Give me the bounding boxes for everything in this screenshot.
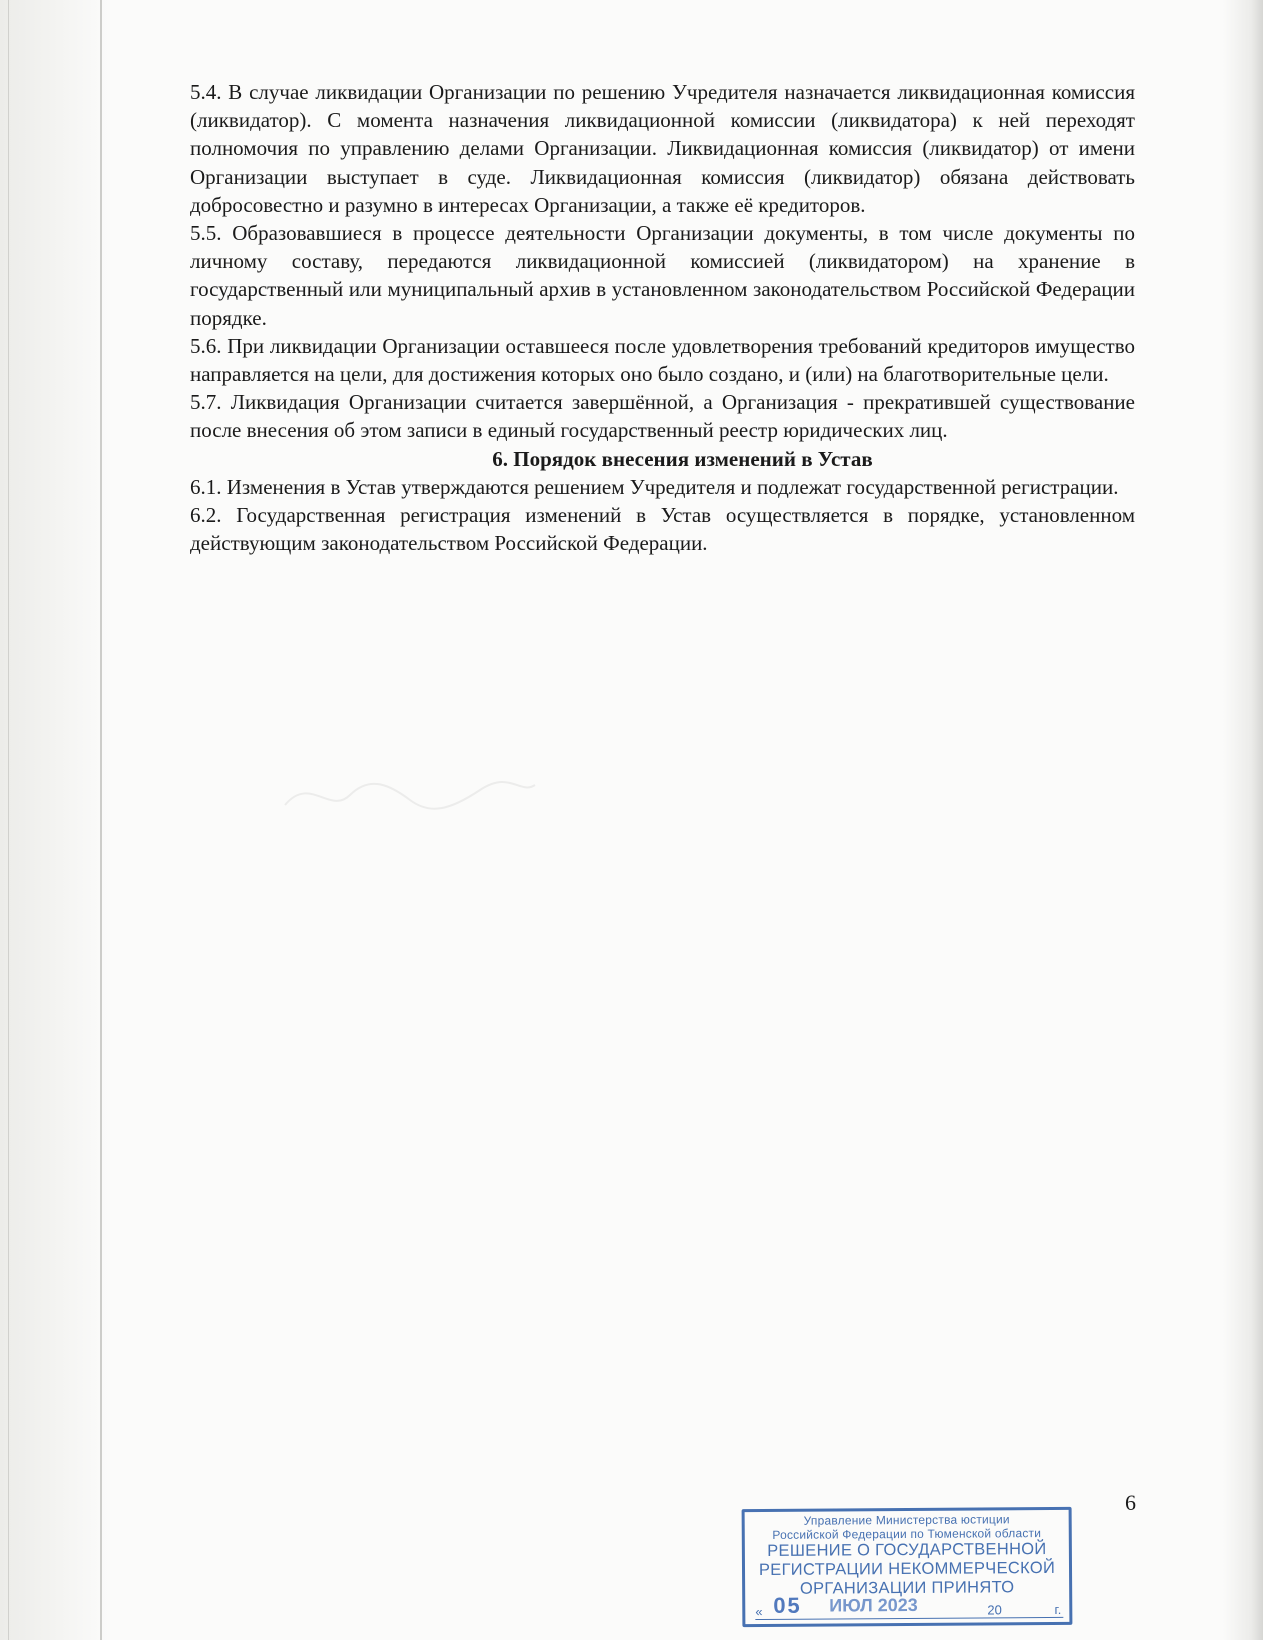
stamp-year-suffix: г. xyxy=(1054,1601,1062,1617)
faint-handwriting-bleedthrough xyxy=(280,765,540,825)
paragraph-5-5: 5.5. Образовавшиеся в процессе деятельности Организации документы, в том числе документы по личному составу, передаются ликвидационной комиссией (ликвидатором) на хранение в государственный или муниципальный архив в установленном законодательством Российской Федерации порядке. xyxy=(190,221,1135,330)
stamp-line-region: Российской Федерации по Тюменской области xyxy=(772,1526,1042,1542)
paragraph-5-7: 5.7. Ликвидация Организации считается завершённой, а Организация - прекратившей существование после внесения об этом записи в единый государственный реестр юридических лиц. xyxy=(190,390,1135,443)
paragraph-6-1: 6.1. Изменения в Устав утверждаются решением Учредителя и подлежат государственной регистрации. xyxy=(190,474,1119,499)
registration-stamp xyxy=(742,1507,1073,1627)
binding-edge-line xyxy=(8,0,9,1640)
stamp-date-line: « 05 ИЮЛ 2023 20 г. xyxy=(755,1603,1063,1620)
stamp-line-authority: Управление Министерства юстиции xyxy=(803,1512,1010,1528)
page-number: 6 xyxy=(1125,1490,1136,1515)
stamp-line-decision: РЕШЕНИЕ О ГОСУДАРСТВЕННОЙ xyxy=(767,1540,1047,1560)
stamp-line-registration: РЕГИСТРАЦИИ НЕКОММЕРЧЕСКОЙ xyxy=(758,1558,1056,1580)
paragraph-5-6: 5.6. При ликвидации Организации оставшееся после удовлетворения требований кредиторов имущество направляется на цели, для достижения которых оно было создано, и (или) на благотворительные цели. xyxy=(190,333,1135,387)
stamp-date-day: 05 xyxy=(773,1592,802,1618)
stamp-line-accepted: ОРГАНИЗАЦИИ ПРИНЯТО xyxy=(799,1578,1015,1598)
document-body xyxy=(190,78,1135,557)
paragraph-5-4: 5.4. В случае ликвидации Организации по решению Учредителя назначается ликвидационная комиссия (ликвидатор). С момента назначения ликвидационной комиссии (ликвидатора) к ней переходят полномочия по управлению делами Организации. Ликвидационная комиссия (ликвидатор) от имени Организации выступает в суде. Ликвидационная комиссия (ликвидатор) обязана действовать добросовестно и разумно в интересах Организации, а также её кредиторов. xyxy=(190,80,1135,217)
stamp-date-month: ИЮЛ 2023 xyxy=(829,1594,918,1616)
stamp-year-prefix: 20 xyxy=(987,1602,1002,1618)
paragraph-6-2: 6.2. Государственная регистрация изменений в Устав осуществляется в порядке, установленном действующим законодательством Российской Федерации. xyxy=(190,503,1135,556)
right-page-edge xyxy=(1223,0,1263,1640)
section-6-heading: 6. Порядок внесения изменений в Устав xyxy=(492,446,873,471)
left-binding-shadow xyxy=(0,0,110,1640)
binding-fold-line xyxy=(100,0,102,1640)
